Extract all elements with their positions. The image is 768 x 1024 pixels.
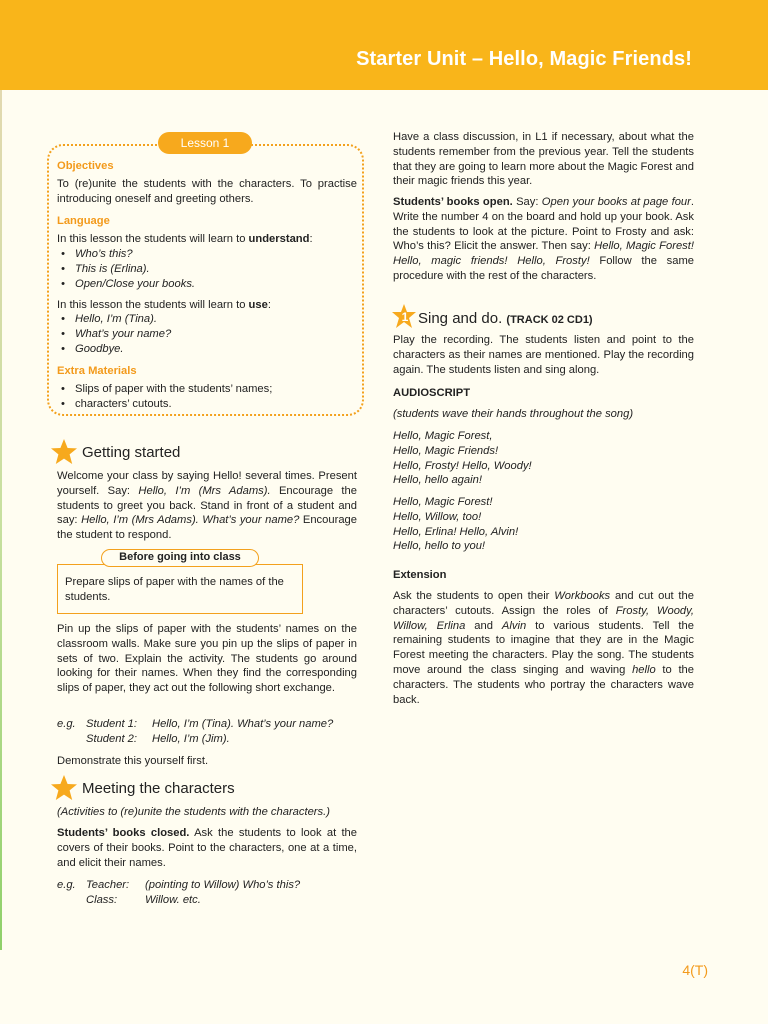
- list-item: • Open/Close your books.: [57, 277, 347, 292]
- extra-materials-list: [57, 382, 347, 412]
- student2-label: Student 2:: [86, 733, 138, 745]
- activity-number: 1: [401, 310, 409, 324]
- teacher-text: (pointing to Willow) Who’s this?: [145, 879, 301, 891]
- activity-title: Sing and do. (TRACK 02 CD1): [418, 310, 593, 327]
- lesson-pill: Lesson 1: [158, 132, 252, 154]
- song-line: Hello, Willow, too!: [393, 510, 482, 523]
- list-item: • Hello, I’m (Tina).: [57, 312, 347, 327]
- song-line: Hello, Magic Forest!: [393, 496, 493, 508]
- star-icon: [50, 774, 78, 802]
- student1-label: Student 1:: [86, 718, 138, 730]
- song-verse-1: [393, 429, 694, 488]
- song-line: Hello, Erlina! Hello, Alvin!: [393, 525, 519, 538]
- song-line: Hello, hello to you!: [393, 540, 486, 553]
- student1-text: Hello, I’m (Tina). What’s your name?: [152, 718, 334, 730]
- song-line: Hello, Magic Friends!: [393, 444, 499, 457]
- objectives-text: To (re)unite the students with the characters. To practise introducing oneself and greeting others.: [57, 178, 357, 205]
- song-line: Hello, hello again!: [393, 474, 482, 487]
- books-closed-para: Students’ books closed. Ask the students to look at the covers of their books. Point to the characters, one at a time, and elicit their names.: [57, 827, 358, 869]
- meeting-heading: Meeting the characters: [82, 780, 235, 797]
- song-line: Hello, Frosty! Hello, Woody!: [393, 459, 532, 472]
- page-header: [0, 0, 768, 90]
- getting-started-heading: Getting started: [82, 444, 181, 461]
- before-class-text: Prepare slips of paper with the names of the students.: [65, 576, 284, 603]
- pin-up-para: Pin up the slips of paper with the students’ names on the classroom walls. Make sure you pin up the slips of paper in sets of two. Explain the activity. The students go around looking for their names. When they find the corresponding slips of paper, they act out the following short exchange.: [57, 623, 357, 695]
- use-intro: In this lesson the students will learn to use:: [57, 299, 271, 311]
- discussion-para: Have a class discussion, in L1 if necessary, about what the students remember from the previous year. Tell the students that they are going to learn more about the Magic Forest and their magic friends this year.: [393, 131, 694, 188]
- use-list: [57, 312, 347, 356]
- language-label: Language: [57, 215, 110, 227]
- extension-para: Ask the students to open their Workbooks and cut out the characters’ cutouts. Assign the roles of Frosty, Woody, Willow, Erlina and Alvin to various students. Tell the remaining students to imagine that they are in the Magic Forest meeting the characters. Play the song. The students move around the class singing and waving hello to the characters. The students who portray the characters wave back.: [393, 590, 695, 706]
- list-item: • This is (Erlina).: [57, 262, 347, 277]
- teacher-label: Teacher:: [86, 879, 130, 891]
- list-item: • Slips of paper with the students’ names;: [57, 382, 347, 397]
- getting-started-para: Welcome your class by saying Hello! several times. Present yourself. Say: Hello, I’m (Mrs Adams). Encourage the students to greet you back. Stand in front of a student and say: Hello, I’m (Mrs Adams). What’s your name? Encourage the student to respond.: [57, 470, 357, 542]
- eg-label: e.g.: [57, 718, 76, 730]
- extension-label: Extension: [393, 569, 447, 581]
- list-item: • characters’ cutouts.: [57, 397, 347, 412]
- books-open-para: Students’ books open. Say: Open your books at page four. Write the number 4 on the board and hold up your book. Ask the students to look at the picture. Point to Frosty and ask: Who’s this? Elicit the answer. Then say: Hello, Magic Forest! Hello, magic friends! Hello, Frosty! Follow the same procedure with the rest of the characters.: [393, 196, 694, 282]
- eg-label: e.g.: [57, 879, 76, 891]
- audioscript-note: (students wave their hands throughout the song): [393, 408, 634, 420]
- page-title: Starter Unit – Hello, Magic Friends!: [356, 48, 692, 70]
- meeting-subtitle: (Activities to (re)unite the students with the characters.): [57, 806, 330, 818]
- list-item: • Who’s this?: [57, 247, 347, 262]
- page-edge: [0, 90, 2, 950]
- extra-materials-label: Extra Materials: [57, 365, 137, 377]
- song-verse-2: [393, 495, 694, 554]
- list-item: • What’s your name?: [57, 327, 347, 342]
- before-class-pill: Before going into class: [101, 549, 259, 567]
- list-item: • Goodbye.: [57, 342, 347, 357]
- student2-text: Hello, I’m (Jim).: [152, 733, 230, 745]
- play-para: Play the recording. The students listen and point to the characters as their names are mentioned. Play the recording again. The students listen and sing along.: [393, 334, 694, 376]
- star-icon: [50, 438, 78, 466]
- understand-list: [57, 247, 347, 291]
- page-number: 4(T): [682, 962, 708, 978]
- demonstrate-text: Demonstrate this yourself first.: [57, 755, 209, 767]
- class-text: Willow. etc.: [145, 894, 201, 906]
- song-line: Hello, Magic Forest,: [393, 430, 493, 442]
- understand-intro: In this lesson the students will learn to understand:: [57, 233, 313, 245]
- audioscript-label: AUDIOSCRIPT: [393, 387, 471, 399]
- class-label: Class:: [86, 894, 118, 906]
- objectives-label: Objectives: [57, 160, 114, 172]
